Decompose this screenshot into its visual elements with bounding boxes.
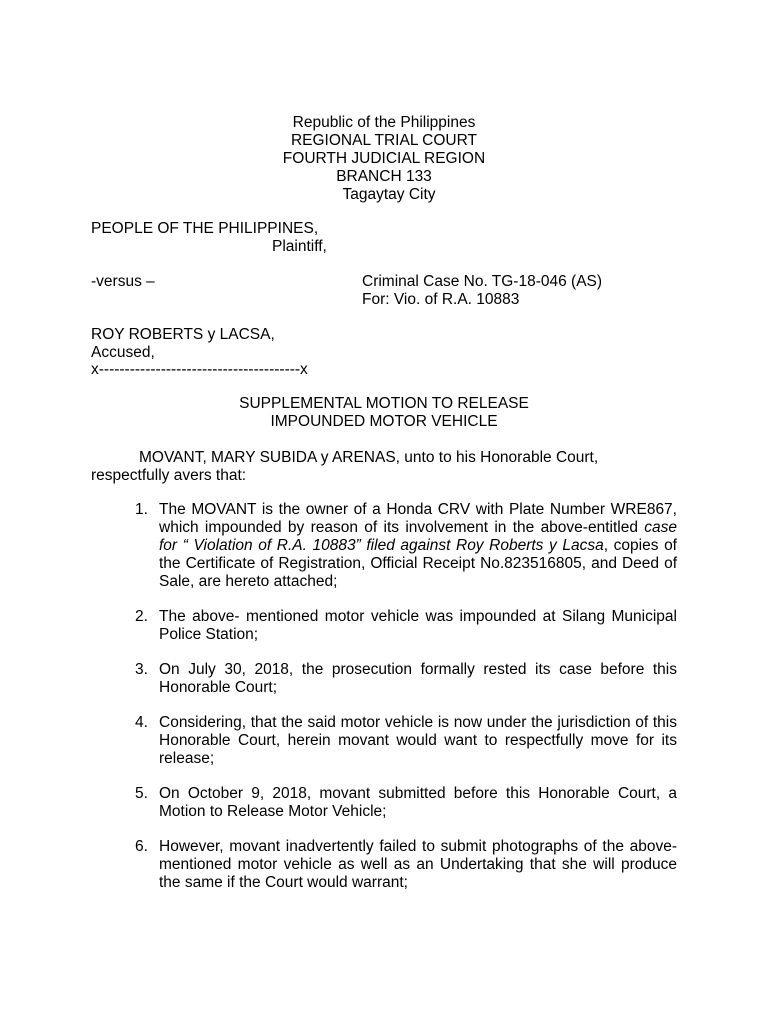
list-item-text: Considering, that the said motor vehicle is now under the jurisdiction of this Honorable Court, herein movant would want to respectfully move for its release; — [159, 714, 677, 767]
list-item-number: 4. — [135, 714, 148, 731]
list-item-text-italic: case for “ Violation of R.A. 10883” filed against Roy Roberts y Lacsa — [159, 519, 677, 554]
caption-divider: x---------------------------------------x — [91, 361, 308, 378]
list-item-number: 2. — [135, 608, 148, 625]
list-item-number: 5. — [135, 785, 148, 802]
intro-line2: respectfully avers that: — [91, 467, 247, 484]
list-item-text: However, movant inadvertently failed to submit photographs of the above-mentioned motor vehicle as well as an Undertaking that she will produce the same if the Court would warrant; — [159, 838, 677, 891]
caption-city: Tagaytay City — [342, 186, 436, 203]
caption-court: REGIONAL TRIAL COURT — [290, 132, 478, 149]
list-item — [135, 785, 677, 821]
court-caption — [0, 114, 768, 204]
accused-label: Accused, — [91, 344, 155, 361]
list-item-number: 1. — [135, 501, 148, 518]
plaintiff-label: Plaintiff, — [272, 238, 327, 255]
list-item-number: 3. — [135, 661, 148, 678]
case-number: Criminal Case No. TG-18-046 (AS) — [362, 273, 603, 290]
numbered-list — [135, 501, 677, 909]
list-item-text-a: The MOVANT is the owner of a Honda CRV with Plate Number WRE867, which impounded by reason of its involvement in the above-entitled — [159, 501, 677, 536]
list-item-number: 6. — [135, 838, 148, 855]
list-item — [135, 838, 677, 892]
intro-line1: MOVANT, MARY SUBIDA y ARENAS, unto to his Honorable Court, — [139, 449, 599, 466]
list-item-text: The above- mentioned motor vehicle was impounded at Silang Municipal Police Station; — [159, 608, 677, 643]
accused-name: ROY ROBERTS y LACSA, — [91, 326, 275, 343]
intro-paragraph — [91, 449, 677, 485]
list-item — [135, 501, 677, 591]
list-item — [135, 608, 677, 644]
list-item — [135, 661, 677, 697]
case-violation: For: Vio. of R.A. 10883 — [362, 291, 520, 308]
versus-label: -versus – — [91, 273, 155, 290]
motion-title-line2: IMPOUNDED MOTOR VEHICLE — [270, 413, 498, 430]
list-item-text-b: , copies of the Certificate of Registration, Official Receipt No.823516805, and Deed of Sale, are hereto attached; — [159, 537, 677, 590]
plaintiff-name: PEOPLE OF THE PHILIPPINES, — [91, 220, 319, 237]
caption-republic: Republic of the Philippines — [292, 114, 476, 131]
list-item-text — [159, 501, 677, 591]
list-item — [135, 714, 677, 768]
motion-title — [0, 395, 768, 431]
caption-branch: BRANCH 133 — [336, 168, 432, 185]
list-item-text: On July 30, 2018, the prosecution formally rested its case before this Honorable Court; — [159, 661, 677, 696]
list-item-text: On October 9, 2018, movant submitted before this Honorable Court, a Motion to Release Motor Vehicle; — [159, 785, 677, 820]
caption-region: FOURTH JUDICIAL REGION — [282, 150, 486, 167]
motion-title-line1: SUPPLEMENTAL MOTION TO RELEASE — [239, 395, 529, 412]
